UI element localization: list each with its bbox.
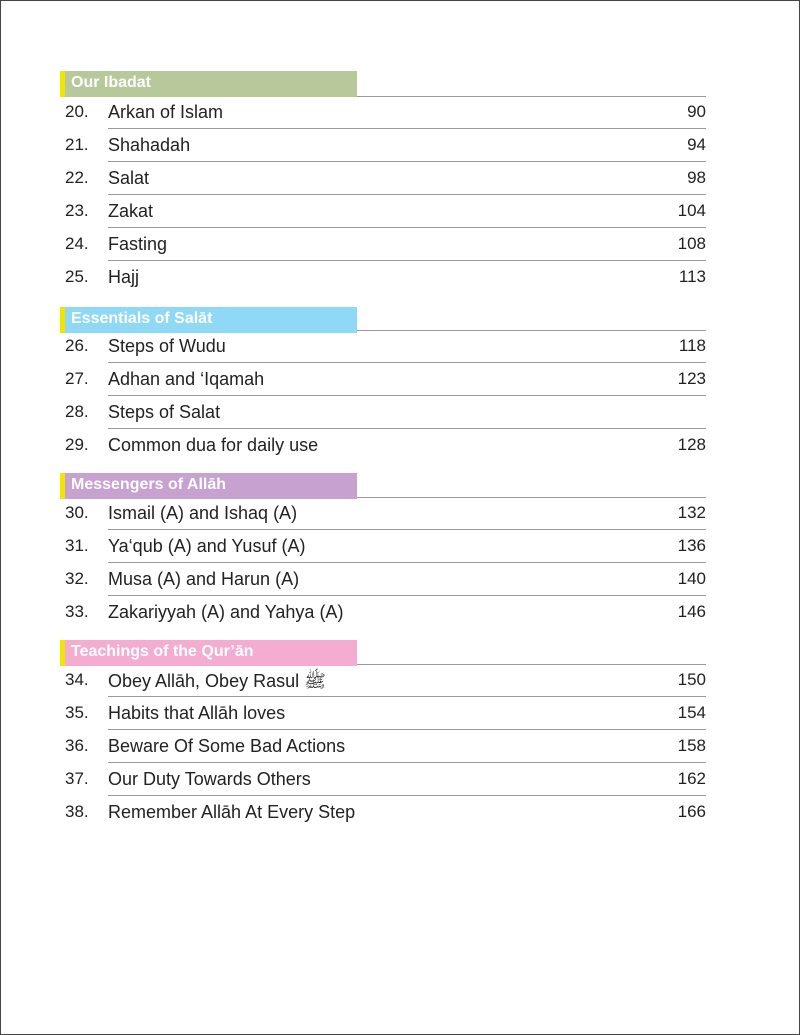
entry-page: 118 (678, 336, 706, 355)
divider (108, 395, 706, 396)
entry-title: Our Duty Towards Others (108, 769, 311, 789)
entry-number: 26. (65, 336, 89, 355)
entry-title: Remember Allāh At Every Step (108, 802, 356, 822)
entry-number: 24. (65, 234, 89, 253)
entry-title: Steps of Wudu (108, 336, 226, 356)
entry-number: 36. (65, 736, 89, 755)
section-header (60, 307, 357, 333)
entry-page: 150 (677, 670, 706, 689)
divider (108, 529, 706, 530)
entry-number: 21. (65, 135, 89, 154)
entry-page: 108 (677, 234, 706, 253)
entry-title: Adhan and ‘Iqamah (108, 369, 265, 389)
entry-title: Hajj (108, 267, 140, 287)
entry-page: 162 (677, 769, 706, 788)
divider (108, 194, 706, 195)
entry-number: 30. (65, 503, 89, 522)
entry-page: 146 (677, 602, 706, 621)
entry-number: 34. (65, 670, 89, 689)
divider (108, 762, 706, 763)
section-accent-bar (60, 640, 65, 666)
entry-title: Musa (A) and Harun (A) (108, 569, 300, 589)
entry-page: 104 (677, 201, 706, 220)
divider (108, 595, 706, 596)
toc-entry[interactable] (1, 698, 800, 731)
entry-page: 158 (677, 736, 706, 755)
section-header (60, 473, 357, 499)
divider (108, 729, 706, 730)
toc-entry[interactable] (1, 130, 800, 163)
entry-title: Ya‘qub (A) and Yusuf (A) (108, 536, 306, 556)
divider (108, 227, 706, 228)
toc-entry[interactable] (1, 97, 800, 130)
entry-title: Fasting (108, 234, 168, 254)
toc-entry[interactable] (1, 764, 800, 797)
entry-title: Shahadah (108, 135, 191, 155)
section-title: Our Ibadat (71, 74, 152, 91)
section-accent-bar (60, 307, 65, 333)
toc-entry[interactable] (1, 564, 800, 597)
toc-entry[interactable] (1, 797, 800, 830)
entry-title: Zakat (108, 201, 154, 221)
divider (108, 260, 706, 261)
entry-page: 166 (677, 802, 706, 821)
entry-title: Ismail (A) and Ishaq (A) (108, 503, 298, 523)
toc-entry[interactable] (1, 531, 800, 564)
section-title: Messengers of Allāh (71, 476, 227, 493)
section-header (60, 640, 357, 666)
divider (108, 795, 706, 796)
entry-title: Habits that Allāh loves (108, 703, 286, 723)
entry-number: 31. (65, 536, 89, 555)
entry-page: 136 (677, 536, 706, 555)
entry-number: 37. (65, 769, 89, 788)
entry-number: 33. (65, 602, 89, 621)
toc-entry[interactable] (1, 498, 800, 531)
entry-number: 25. (65, 267, 89, 286)
entry-title: Steps of Salat (108, 402, 221, 422)
entry-number: 29. (65, 435, 89, 454)
entry-number: 20. (65, 102, 89, 121)
entry-title: Beware Of Some Bad Actions (108, 736, 346, 756)
entry-title: Zakariyyah (A) and Yahya (A) (108, 602, 344, 622)
entry-title: Obey Allāh, Obey Rasul ﷺ (108, 671, 326, 691)
section-title: Teachings of the Qur’ān (71, 643, 254, 660)
divider (108, 562, 706, 563)
section-header (60, 71, 357, 97)
divider (108, 161, 706, 162)
divider (108, 428, 706, 429)
entry-page: 132 (677, 503, 706, 522)
entry-page: 98 (687, 168, 706, 187)
entry-title: Salat (108, 168, 150, 188)
entry-page: 140 (677, 569, 706, 588)
toc-entry[interactable] (1, 364, 800, 397)
entry-page: 113 (678, 267, 706, 286)
section-accent-bar (60, 473, 65, 499)
toc-entry[interactable] (1, 229, 800, 262)
toc-entry[interactable] (1, 262, 800, 295)
section-accent-bar (60, 71, 65, 97)
entry-page: 94 (687, 135, 706, 154)
entry-page: 123 (677, 369, 706, 388)
entry-number: 35. (65, 703, 89, 722)
divider (108, 362, 706, 363)
entry-number: 23. (65, 201, 89, 220)
entry-number: 38. (65, 802, 89, 821)
entry-title: Arkan of Islam (108, 102, 224, 122)
toc-entry[interactable] (1, 196, 800, 229)
entry-page: 154 (677, 703, 706, 722)
entry-number: 22. (65, 168, 89, 187)
entry-number: 32. (65, 569, 89, 588)
entry-page: 128 (677, 435, 706, 454)
entry-page: 90 (687, 102, 706, 121)
toc-entry[interactable] (1, 731, 800, 764)
toc-entry[interactable] (1, 665, 800, 698)
toc-entry[interactable] (1, 397, 800, 430)
entry-number: 28. (65, 402, 89, 421)
section-title: Essentials of Salāt (71, 310, 213, 327)
entry-title: Common dua for daily use (108, 435, 319, 455)
toc-entry[interactable] (1, 163, 800, 196)
toc-entry[interactable] (1, 597, 800, 630)
toc-entry[interactable] (1, 430, 800, 463)
divider (108, 128, 706, 129)
toc-entry[interactable] (1, 331, 800, 364)
divider (108, 696, 706, 697)
entry-number: 27. (65, 369, 89, 388)
